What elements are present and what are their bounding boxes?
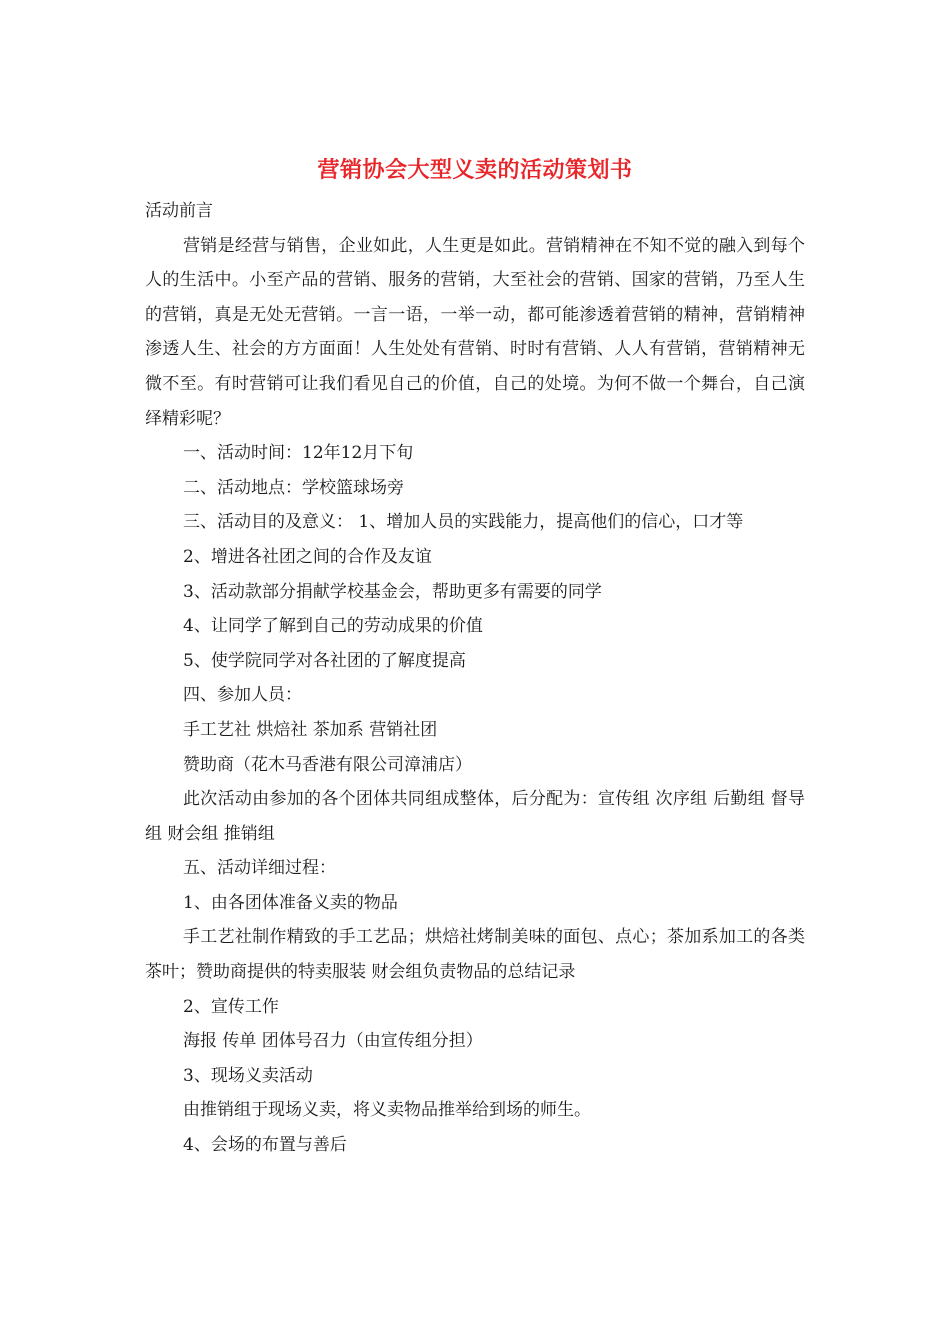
paragraph: 赞助商（花木马香港有限公司漳浦店）	[183, 754, 472, 775]
paragraph: 由推销组于现场义卖，将义卖物品推举给到场的师生。	[183, 1100, 591, 1121]
paragraph: 3、现场义卖活动	[183, 1065, 313, 1086]
paragraph: 4、会场的布置与善后	[183, 1135, 347, 1156]
paragraph: 1、由各团体准备义卖的物品	[183, 892, 398, 913]
paragraph: 五、活动详细过程：	[183, 858, 336, 879]
paragraph: 2、宣传工作	[183, 996, 279, 1017]
paragraph: 海报 传单 团体号召力（由宣传组分担）	[183, 1031, 483, 1052]
paragraph: 此次活动由参加的各个团体共同组成整体，后分配为：宣传组 次序组 后勤组 督导组 财会组 推销组	[145, 789, 805, 844]
paragraph: 3、活动款部分捐献学校基金会，帮助更多有需要的同学	[183, 581, 602, 602]
paragraph: 手工艺社 烘焙社 茶加系 营销社团	[183, 719, 438, 740]
document-body	[145, 194, 805, 1163]
paragraph: 4、让同学了解到自己的劳动成果的价值	[183, 616, 483, 637]
paragraph: 手工艺社制作精致的手工艺品；烘焙社烤制美味的面包、点心；茶加系加工的各类茶叶；赞助商提供的特卖服装 财会组负责物品的总结记录	[145, 927, 805, 983]
paragraph: 一、活动时间：12年12月下旬	[183, 443, 414, 464]
paragraph: 2、增进各社团之间的合作及友谊	[183, 546, 432, 567]
document-title: 营销协会大型义卖的活动策划书	[317, 157, 633, 183]
paragraph: 二、活动地点：学校篮球场旁	[183, 477, 404, 498]
paragraph: 活动前言	[145, 201, 213, 221]
paragraph: 三、活动目的及意义： 1、增加人员的实践能力，提高他们的信心，口才等	[183, 512, 744, 533]
document-page	[145, 150, 805, 1163]
paragraph: 四、参加人员：	[183, 685, 302, 706]
paragraph: 5、使学院同学对各社团的了解度提高	[183, 650, 466, 671]
paragraph: 营销是经营与销售，企业如此，人生更是如此。营销精神在不知不觉的融入到每个人的生活中。小至产品的营销、服务的营销，大至社会的营销、国家的营销，乃至人生的营销，真是无处无营销。一言一语，一举一动，都可能渗透着营销的精神，营销精神渗透人生、社会的方方面面！人生处处有营销、时时有营销、人人有营销，营销精神无微不至。有时营销可让我们看见自己的价值，自己的处境。为何不做一个舞台，自己演绎精彩呢？	[145, 235, 805, 429]
